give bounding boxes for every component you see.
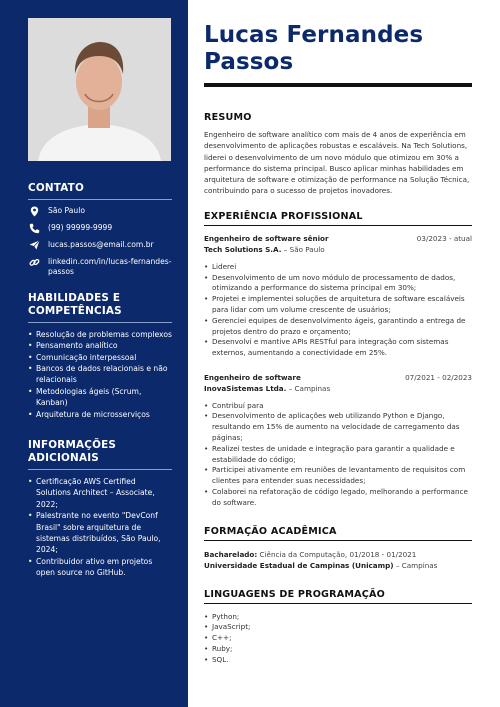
job-entry <box>204 234 472 359</box>
company-name: Tech Solutions S.A. <box>204 244 282 254</box>
skill-item: • Bancos de dados relacionais e não relacionais <box>28 363 172 386</box>
summary-section <box>204 112 472 196</box>
job-entry <box>204 373 472 509</box>
candidate-name-line2: Passos <box>204 49 294 76</box>
sidebar <box>0 0 188 707</box>
skill-item: • Arquitetura de microsserviços <box>28 409 172 420</box>
company-city: – Campinas <box>286 383 331 393</box>
candidate-name-line1: Lucas Fernandes <box>204 22 424 48</box>
phone-icon <box>28 223 41 234</box>
job-bullets <box>204 262 472 359</box>
job-bullet: • Contribuí para <box>204 401 472 412</box>
education-degree <box>204 549 472 561</box>
job-bullet: • Gerenciei equipes de desenvolvimento ágeis, garantindo a entrega de projetos dentro do prazo e orçamento; <box>204 316 472 338</box>
candidate-name <box>204 22 472 76</box>
job-company <box>204 384 472 395</box>
language-item: • SQL. <box>204 655 472 666</box>
company-city: – São Paulo <box>281 244 325 254</box>
contact-location-text: São Paulo <box>48 205 85 215</box>
profile-photo <box>28 18 171 161</box>
job-bullet: • Projetei e implementei soluções de arquitetura de software escaláveis para lidar com um volume crescente de usuários; <box>204 294 472 316</box>
additional-info-item: • Palestrante no evento "DevConf Brasil" sobre arquitetura de sistemas distribuídos, São Paulo, 2024; <box>28 510 172 556</box>
job-title: Engenheiro de software sênior <box>204 234 329 244</box>
contact-linkedin-line2: passos <box>48 267 74 277</box>
summary-text: Engenheiro de software analítico com mais de 4 anos de experiência em desenvolvimento de aplicações robustas e escaláveis. Na Tech Solutions, liderei o desenvolvimento de um novo módulo que otimizou em 30% a performance do sistema principal. Busco aplicar minhas habilidades em arquitetura de software e otimização de performance na Solução Técnica, contribuindo para o sucesso de projetos inovadores. <box>204 130 470 196</box>
job-bullet: • Desenvolvi e mantive APIs RESTful para integração com sistemas externos, aumentando a conectividade em 25%. <box>204 337 472 359</box>
skills-heading-line1: HABILIDADES E <box>28 291 121 304</box>
experience-section <box>204 211 472 508</box>
degree-label: Bacharelado: <box>204 549 258 559</box>
school-name: Universidade Estadual de Campinas (Unicamp) <box>204 561 394 571</box>
language-item: • Ruby; <box>204 644 472 655</box>
contact-linkedin <box>28 257 172 278</box>
profile-photo-illustration <box>28 18 171 161</box>
languages-section <box>204 589 472 666</box>
experience-heading: EXPERIÊNCIA PROFISSIONAL <box>204 211 472 226</box>
job-bullet: • Realizei testes de unidade e integração para garantir a qualidade e estabilidade do código; <box>204 444 472 466</box>
skills-section <box>28 292 172 420</box>
skill-item: • Resolução de problemas complexos <box>28 329 172 340</box>
additional-info-section <box>28 439 172 579</box>
languages-heading: LINGUAGENS DE PROGRAMAÇÃO <box>204 589 472 604</box>
skills-heading <box>28 292 172 323</box>
additional-info-list <box>28 476 172 579</box>
job-bullet: • Liderei <box>204 262 472 273</box>
education-section <box>204 526 472 572</box>
skills-heading-line2: COMPETÊNCIAS <box>28 305 122 318</box>
name-divider <box>204 83 472 87</box>
language-item: • C++; <box>204 633 472 644</box>
skills-list <box>28 329 172 420</box>
languages-list <box>204 612 472 666</box>
education-school <box>204 560 472 572</box>
job-dates: 07/2021 - 02/2023 <box>405 372 472 382</box>
language-item: • JavaScript; <box>204 622 472 633</box>
job-bullet: • Participei ativamente em reuniões de levantamento de requisitos com clientes para entender suas necessidades; <box>204 465 472 487</box>
job-title: Engenheiro de software <box>204 372 301 382</box>
location-pin-icon <box>28 206 41 217</box>
school-city: – Campinas <box>393 561 438 571</box>
contact-phone <box>28 223 172 234</box>
education-heading: FORMAÇÃO ACADÊMICA <box>204 526 472 541</box>
main-content <box>204 0 472 666</box>
link-icon <box>28 257 41 268</box>
additional-info-item: • Contribuidor ativo em projetos open source no GitHub. <box>28 556 172 579</box>
send-icon <box>28 240 41 251</box>
job-company <box>204 245 472 256</box>
contact-linkedin-line1: linkedin.com/in/lucas-fernandes- <box>48 256 172 266</box>
language-item: • Python; <box>204 612 472 623</box>
job-header <box>204 234 472 245</box>
contact-location <box>28 206 172 217</box>
skill-item: • Pensamento analítico <box>28 340 172 351</box>
contact-heading: CONTATO <box>28 182 172 200</box>
contact-email <box>28 240 172 251</box>
skill-item: • Comunicação interpessoal <box>28 352 172 363</box>
contact-linkedin-text[interactable] <box>48 257 172 278</box>
summary-heading: RESUMO <box>204 112 252 124</box>
contact-email-text[interactable]: lucas.passos@email.com.br <box>48 239 154 249</box>
contact-section <box>28 182 172 278</box>
additional-info-heading: INFORMAÇÕES ADICIONAIS <box>28 439 172 470</box>
job-bullet: • Desenvolvimento de um novo módulo de processamento de dados, otimizando a performance do sistema principal em 30%; <box>204 273 472 295</box>
job-bullets <box>204 401 472 509</box>
additional-info-item: • Certificação AWS Certified Solutions Architect – Associate, 2022; <box>28 476 172 510</box>
job-bullet: • Desenvolvimento de aplicações web utilizando Python e Django, resultando em 15% de aumento na velocidade de carregamento das páginas; <box>204 411 472 443</box>
job-dates: 03/2023 - atual <box>416 234 472 244</box>
company-name: InovaSistemas Ltda. <box>204 383 287 393</box>
contact-phone-text[interactable]: (99) 99999-9999 <box>48 222 113 232</box>
skill-item: • Metodologias ágeis (Scrum, Kanban) <box>28 386 172 409</box>
degree-text: Ciência da Computação, 01/2018 - 01/2021 <box>257 549 417 559</box>
job-bullet: • Colaborei na refatoração de código legado, melhorando a performance do software. <box>204 487 472 509</box>
job-header <box>204 373 472 384</box>
